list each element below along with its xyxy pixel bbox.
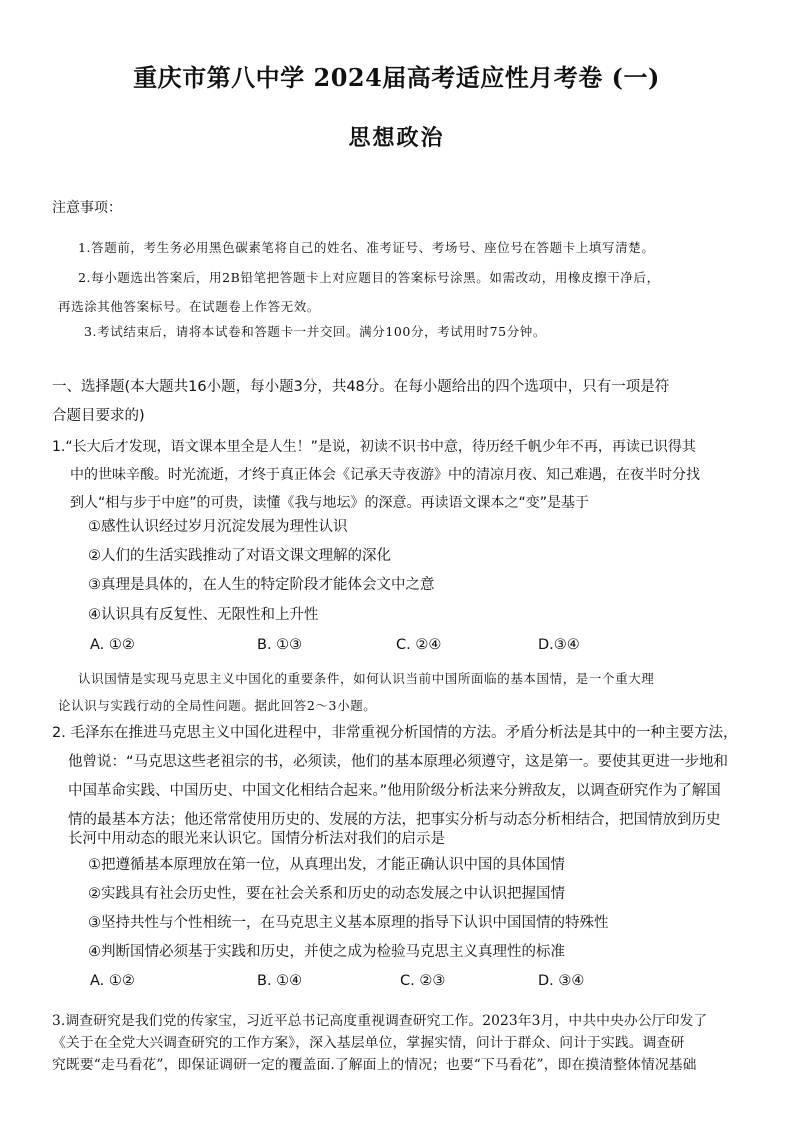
q1-stem-line-3: 到人“相与步于中庭”的可贵，读懂《我与地坛》的深意。再读语文课本之“变”是基于 (70, 495, 590, 511)
q1-option-b: B. ①③ (257, 637, 303, 653)
q2-statement-2: ②实践具有社会历史性，要在社会关系和历史的动态发展之中认识把握国情 (88, 886, 565, 902)
q3-stem-line-2: 《关于在全党大兴调查研究的工作方案》，深入基层单位，掌握实情，问计于群众、问计于实践。调查研 (52, 1035, 685, 1051)
material-line-2: 论认识与实践行动的全局性问题。据此回答2～3小题。 (58, 698, 377, 713)
q2-option-c: C. ②③ (400, 973, 446, 989)
q2-stem-line-5: 长河中用动态的眼光来认识它。国情分析法对我们的启示是 (68, 831, 445, 847)
q2-option-b: B. ①④ (257, 973, 303, 989)
notice-heading: 注意事项： (52, 200, 122, 216)
subject-title: 思想政治 (348, 125, 445, 151)
q1-stem-line-1: 1.“长大后才发现，语文课本里全是人生！”是说，初读不识书中意，待历经千帆少年不再，再读已识得其 (52, 439, 696, 455)
q3-stem-line-3: 究既要“走马看花”，即保证调研一定的覆盖面.了解面上的情况；也要“下马看花”，即在摸清整体情况基础 (52, 1057, 697, 1073)
page-title: 重庆市第八中学 2024届高考适应性月考卷 (一) (133, 63, 660, 92)
q2-statement-3: ③坚持共性与个性相统一，在马克思主义基本原理的指导下认识中国国情的特殊性 (88, 915, 609, 931)
notice-item-2-line-2: 再选涂其他答案标号。在试题卷上作答无效。 (58, 299, 321, 314)
notice-item-1: 1.答题前，考生务必用黑色碳素笔将自己的姓名、准考证号、考场号、座位号在答题卡上填写清楚。 (78, 240, 655, 255)
q1-statement-4: ④认识具有反复性、无限性和上升性 (88, 607, 319, 623)
q1-statement-1: ①感性认识经过岁月沉淀发展为理性认识 (88, 519, 348, 535)
material-line-1: 认识国情是实现马克思主义中国化的重要条件，如何认识当前中国所面临的基本国情，是一个重大理 (78, 671, 655, 686)
q2-statement-4: ④判断国情必须基于实践和历史，并使之成为检验马克思主义真理性的标准 (88, 944, 565, 960)
q2-option-a: A. ①② (90, 973, 135, 989)
q1-option-d: D.③④ (538, 637, 580, 653)
q3-stem-line-1: 3.调查研究是我们党的传家宝，习近平总书记高度重视调查研究工作。2023年3月，中共中央办公厅印发了 (52, 1013, 708, 1029)
notice-item-3: 3.考试结束后，请将本试卷和答题卡一并交回。满分100分，考试用时75分钟。 (84, 324, 546, 339)
q1-option-c: C. ②④ (396, 637, 442, 653)
section-heading-line-1: 一、选择题(本大题共16小题，每小题3分，共48分。在每小题给出的四个选项中，只有一项是符 (52, 379, 670, 395)
q2-stem-line-3: 中国革命实践、中国历史、中国文化相结合起来。”他用阶级分析法来分辨敌友，以调查研究作为了解国 (68, 783, 721, 799)
q2-stem-line-2: 他曾说：“马克思这些老祖宗的书，必须读，他们的基本原理必须遵守，这是第一。要使其更进一步地和 (68, 754, 729, 770)
q1-stem-line-2: 中的世味辛酸。时光流逝，才终于真正体会《记承天寺夜游》中的清凉月夜、知己难遇，在夜半时分找 (70, 467, 700, 483)
q1-statement-2: ②人们的生活实践推动了对语文课文理解的深化 (88, 548, 391, 564)
notice-item-2-line-1: 2.每小题选出答案后，用2B铅笔把答题卡上对应题目的答案标号涂黑。如需改动，用橡皮擦干净后， (78, 270, 660, 285)
q1-statement-3: ③真理是具体的，在人生的特定阶段才能体会文中之意 (88, 577, 435, 593)
q2-stem-line-1: 2. 毛泽东在推进马克思主义中国化进程中，非常重视分析国情的方法。矛盾分析法是其中的一种主要方法， (52, 725, 738, 741)
q2-stem-line-4: 情的最基本方法；他还常常使用历史的、发展的方法，把事实分析与动态分析相结合，把国情放到历史 (68, 812, 721, 828)
section-heading-line-2: 合题目要求的) (52, 408, 145, 424)
q2-option-d: D. ③④ (538, 973, 585, 989)
q2-statement-1: ①把遵循基本原理放在第一位，从真理出发，才能正确认识中国的具体国情 (88, 857, 565, 873)
q1-option-a: A. ①② (90, 637, 135, 653)
